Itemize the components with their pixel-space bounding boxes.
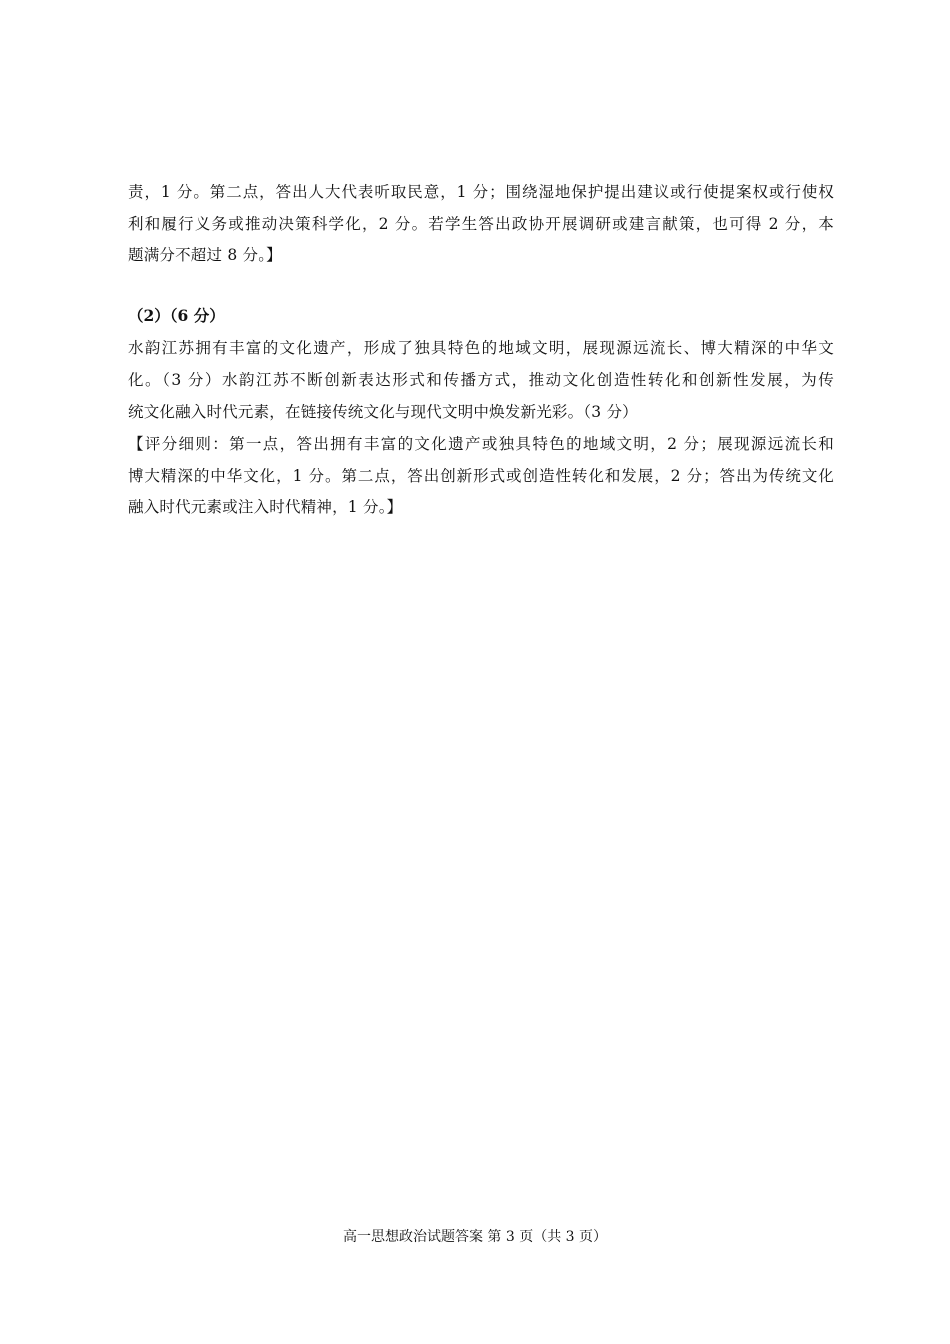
answer-line-3: 统文化融入时代元素，在链接传统文化与现代文明中焕发新光彩。（3 分）	[128, 403, 638, 421]
scoring-rubric-line-1: 【评分细则：第一点，答出拥有丰富的文化遗产或独具特色的地域文明，2 分；展现源远流长和	[128, 435, 834, 453]
answer-line-1: 水韵江苏拥有丰富的文化遗产，形成了独具特色的地域文明，展现源远流长、博大精深的中华文	[128, 339, 834, 357]
page-footer: 高一思想政治试题答案 第 3 页（共 3 页）	[342, 1229, 608, 1245]
rubric-line-2: 利和履行义务或推动决策科学化，2 分。若学生答出政协开展调研或建言献策，也可得 2 分，本	[128, 215, 834, 233]
scoring-rubric-line-2: 博大精深的中华文化，1 分。第二点，答出创新形式或创造性转化和发展，2 分；答出为传统文化	[128, 467, 834, 485]
answer-line-2: 化。（3 分）水韵江苏不断创新表达形式和传播方式，推动文化创造性转化和创新性发展，为传	[128, 371, 834, 389]
rubric-line-3: 题满分不超过 8 分。】	[128, 246, 282, 264]
question-2-heading: （2）（6 分）	[128, 306, 225, 325]
scoring-rubric-line-3: 融入时代元素或注入时代精神，1 分。】	[128, 498, 403, 516]
rubric-line-1: 责，1 分。第二点，答出人大代表听取民意，1 分；围绕湿地保护提出建议或行使提案权或行使权	[128, 183, 834, 201]
